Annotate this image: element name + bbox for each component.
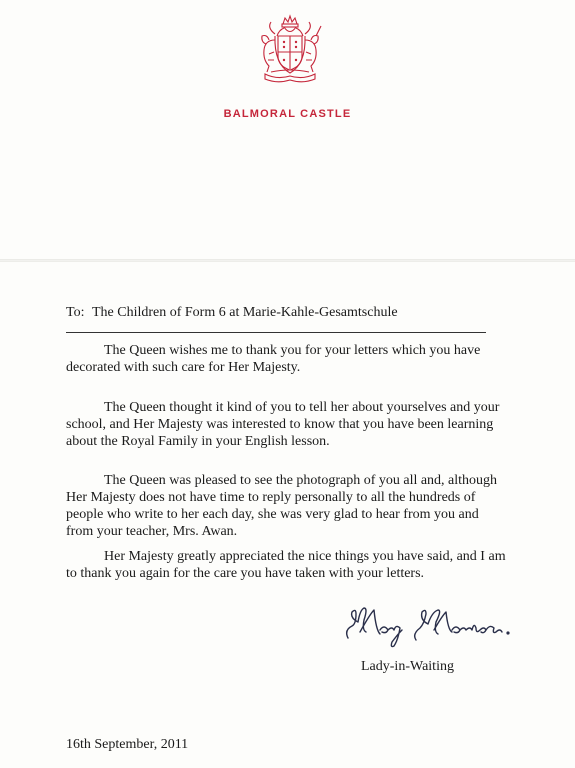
letterhead-location: BALMORAL CASTLE — [223, 108, 352, 120]
recipient-line — [66, 305, 398, 321]
recipient-underline — [66, 332, 486, 333]
letter-paragraph-2: The Queen thought it kind of you to tell her about yourselves and your school, and Her Majesty was interested to know that you have been learning about the Royal Family in your English lesson. — [66, 400, 500, 449]
signatory-title: Lady-in-Waiting — [361, 659, 454, 674]
recipient-name: The Children of Form 6 at Marie-Kahle-Gesamtschule — [91, 305, 398, 320]
letter-date: 16th September, 2011 — [66, 737, 189, 752]
letter-paragraph-1: The Queen wishes me to thank you for your letters which you have decorated with such care for Her Majesty. — [66, 343, 481, 375]
royal-coat-of-arms-icon — [257, 14, 323, 84]
recipient-label: To: — [66, 305, 85, 320]
letter-paragraph-3: The Queen was pleased to see the photograph of you all and, although Her Majesty does not have time to reply personally to all the hundreds of people who write to her each day, she was very glad to hear from you and from your teacher, Mrs. Awan. — [66, 473, 498, 539]
paper-fold — [0, 259, 575, 262]
handwritten-signature — [340, 600, 520, 650]
letter-paragraph-4: Her Majesty greatly appreciated the nice things you have said, and I am to thank you again for the care you have taken with your letters. — [66, 549, 506, 581]
